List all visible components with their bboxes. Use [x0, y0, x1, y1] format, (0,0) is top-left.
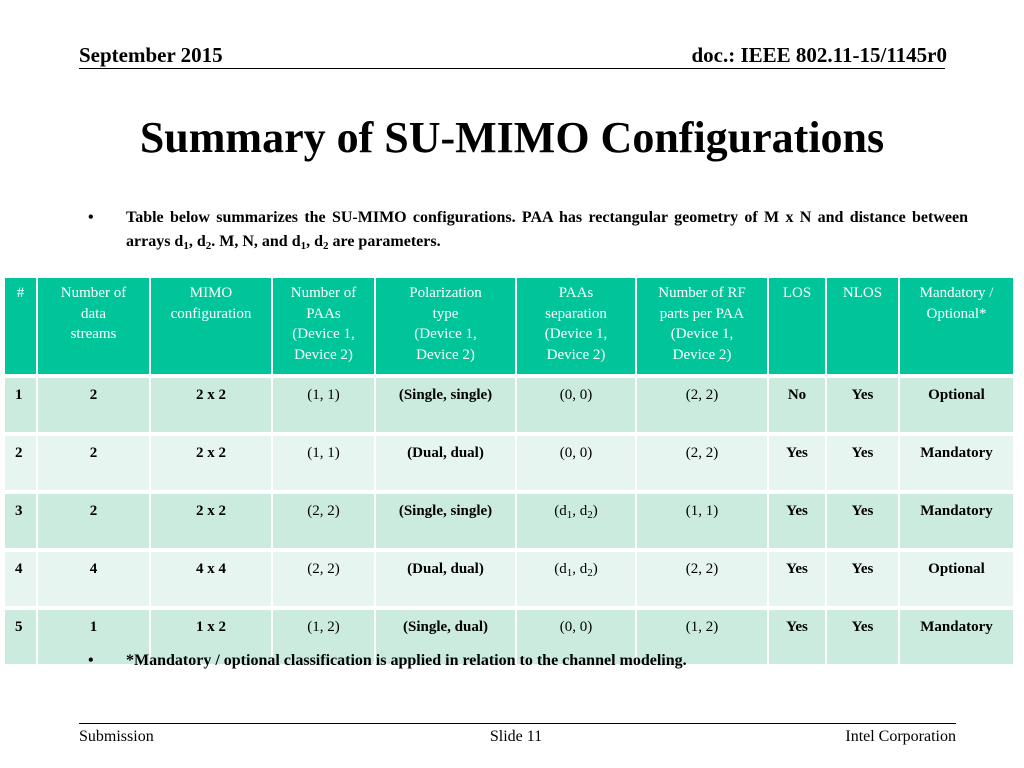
subscript: 1	[566, 509, 573, 521]
cell-paa-separation: (0, 0)	[516, 608, 636, 666]
footer-divider	[79, 723, 956, 724]
cell-data-streams: 1	[37, 608, 150, 666]
su-mimo-config-table	[5, 278, 1015, 668]
cell-num-paas: (1, 2)	[272, 608, 375, 666]
cell-los: Yes	[768, 434, 826, 492]
column-header	[826, 278, 899, 376]
cell-row-number: 4	[5, 550, 37, 608]
column-header-line: Polarization	[409, 285, 482, 301]
column-header-line: MIMO	[189, 285, 233, 301]
table-row	[5, 376, 1014, 434]
cell-mimo-config: 4 x 4	[150, 550, 272, 608]
cell-los: No	[768, 376, 826, 434]
separation-part: (d	[554, 503, 567, 519]
header-doc-id: doc.: IEEE 802.11-15/1145r0	[691, 43, 947, 67]
column-header-line: (Device 1,	[292, 326, 355, 342]
column-header-line: Device 2)	[416, 346, 475, 363]
table-body	[5, 376, 1014, 666]
subscript: 2	[205, 240, 212, 252]
footer-submission: Submission	[79, 728, 154, 745]
column-header-line: Device 2)	[294, 346, 353, 363]
column-header	[636, 278, 768, 376]
cell-rf-parts: (2, 2)	[636, 434, 768, 492]
column-header	[375, 278, 516, 376]
column-header-line: Number of	[290, 285, 357, 301]
column-header-line: Mandatory /	[919, 285, 994, 301]
column-header-line: parts per PAA	[659, 305, 745, 322]
cell-nlos: Yes	[826, 376, 899, 434]
cell-paa-separation	[516, 550, 636, 608]
cell-num-paas: (1, 1)	[272, 434, 375, 492]
cell-num-paas: (2, 2)	[272, 550, 375, 608]
column-header	[150, 278, 272, 376]
subscript: 2	[587, 509, 593, 521]
cell-polarization: (Dual, dual)	[375, 550, 516, 608]
table-header-row	[5, 278, 1014, 376]
cell-polarization: (Single, single)	[375, 492, 516, 550]
bullet-summary-part: Table below summarizes the SU-MIMO configurations. PAA has rectangular geometry of M x N and distance between arrays d	[126, 209, 968, 250]
bullet-marker: •	[88, 652, 94, 669]
column-header-line: (Device 1,	[544, 326, 608, 342]
cell-polarization: (Dual, dual)	[375, 434, 516, 492]
column-header	[899, 278, 1014, 376]
column-header-line: Device 2)	[546, 346, 606, 363]
cell-mandatory-optional: Mandatory	[899, 434, 1014, 492]
bullet-summary-part: , d	[306, 233, 323, 250]
cell-paa-separation: (0, 0)	[516, 376, 636, 434]
cell-row-number: 3	[5, 492, 37, 550]
cell-los: Yes	[768, 550, 826, 608]
subscript: 1	[566, 567, 573, 579]
bullet-footnote: *Mandatory / optional classification is applied in relation to the channel modeling.	[126, 652, 687, 669]
cell-row-number: 1	[5, 376, 37, 434]
cell-mandatory-optional: Mandatory	[899, 492, 1014, 550]
column-header	[768, 278, 826, 376]
cell-data-streams: 2	[37, 492, 150, 550]
column-header-line: Optional*	[926, 305, 987, 322]
cell-data-streams: 2	[37, 376, 150, 434]
table-row	[5, 434, 1014, 492]
cell-num-paas: (2, 2)	[272, 492, 375, 550]
table-row	[5, 492, 1014, 550]
cell-data-streams: 4	[37, 550, 150, 608]
cell-rf-parts: (2, 2)	[636, 376, 768, 434]
cell-mimo-config: 2 x 2	[150, 376, 272, 434]
column-header-line: LOS	[782, 285, 812, 301]
column-header-line: Number of	[60, 285, 127, 301]
column-header-line: PAAs	[558, 285, 594, 301]
separation-part: , d	[572, 561, 588, 577]
column-header-line: type	[432, 305, 459, 322]
separation-part: )	[592, 503, 598, 519]
column-header-line: configuration	[170, 305, 252, 322]
subscript: 2	[587, 567, 593, 579]
bullet-summary-part: . M, N, and d	[211, 233, 301, 250]
column-header	[272, 278, 375, 376]
column-header-line: (Device 1,	[670, 326, 734, 342]
subscript: 1	[183, 240, 189, 252]
cell-num-paas: (1, 1)	[272, 376, 375, 434]
cell-polarization: (Single, single)	[375, 376, 516, 434]
column-header	[516, 278, 636, 376]
subscript: 2	[323, 240, 329, 252]
cell-data-streams: 2	[37, 434, 150, 492]
cell-row-number: 2	[5, 434, 37, 492]
cell-rf-parts: (2, 2)	[636, 550, 768, 608]
column-header-line: #	[16, 285, 25, 301]
slide-title: Summary of SU-MIMO Configurations	[139, 113, 885, 162]
cell-paa-separation: (0, 0)	[516, 434, 636, 492]
separation-part: )	[592, 561, 598, 577]
column-header-line: NLOS	[842, 285, 883, 301]
cell-mimo-config: 1 x 2	[150, 608, 272, 666]
column-header	[5, 278, 37, 376]
table-row	[5, 550, 1014, 608]
footer-slide-number: Slide 11	[489, 728, 543, 745]
cell-polarization: (Single, dual)	[375, 608, 516, 666]
cell-los: Yes	[768, 492, 826, 550]
cell-mimo-config: 2 x 2	[150, 492, 272, 550]
column-header-line: Device 2)	[672, 346, 732, 363]
cell-rf-parts: (1, 1)	[636, 492, 768, 550]
bullet-marker: •	[88, 209, 94, 226]
column-header-line: (Device 1,	[414, 326, 477, 342]
footer-company: Intel Corporation	[845, 728, 956, 745]
header-date: September 2015	[79, 43, 223, 67]
cell-nlos: Yes	[826, 434, 899, 492]
cell-mandatory-optional: Optional	[899, 550, 1014, 608]
column-header-line: streams	[70, 326, 117, 342]
cell-nlos: Yes	[826, 550, 899, 608]
bullet-summary-part: , d	[188, 233, 206, 250]
bullet-summary-text	[126, 206, 968, 254]
subscript: 1	[300, 240, 307, 252]
cell-mimo-config: 2 x 2	[150, 434, 272, 492]
cell-los: Yes	[768, 608, 826, 666]
cell-nlos: Yes	[826, 608, 899, 666]
cell-mandatory-optional: Optional	[899, 376, 1014, 434]
cell-nlos: Yes	[826, 492, 899, 550]
column-header-line: data	[81, 305, 106, 322]
bullet-summary-part: are parameters.	[328, 233, 441, 250]
cell-paa-separation	[516, 492, 636, 550]
header-divider	[79, 68, 945, 69]
separation-part: (d	[554, 561, 567, 577]
column-header-line: separation	[545, 305, 607, 322]
column-header-line: Number of RF	[658, 285, 746, 301]
column-header	[37, 278, 150, 376]
cell-mandatory-optional: Mandatory	[899, 608, 1014, 666]
cell-row-number: 5	[5, 608, 37, 666]
separation-part: , d	[572, 503, 588, 519]
column-header-line: PAAs	[306, 305, 341, 322]
cell-rf-parts: (1, 2)	[636, 608, 768, 666]
